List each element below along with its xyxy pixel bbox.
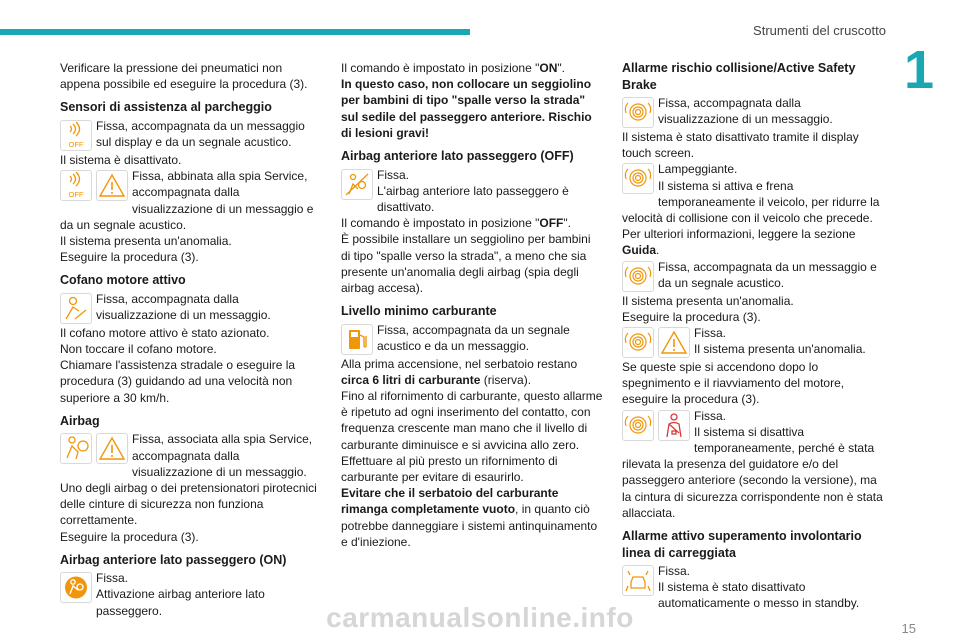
column-2	[341, 60, 603, 550]
active-bonnet-icon	[60, 293, 92, 324]
entry-collision-fault	[622, 259, 884, 325]
entry-text: Il sistema è stato disattivato automaticamente o messo in standby.	[658, 580, 860, 611]
entry-detail: Il sistema presenta un'anomalia.	[622, 293, 794, 308]
entry-text: Fissa.	[694, 408, 727, 423]
entry-detail: È possibile installare un seggiolino per bambini di tipo "spalle verso la strada", a meno che sia presente un'anomalia degli airbag (spia degli airbag accesa).	[341, 232, 591, 295]
entry-text: Il sistema presenta un'anomalia.	[694, 342, 866, 357]
service-warning-icon	[96, 433, 128, 464]
heading-airbag: Airbag	[60, 413, 100, 428]
text-part: (riserva).	[480, 372, 532, 387]
entry-text: Il sistema si attiva e frena temporaneamente il veicolo, per ridurre la velocità di collisione con il veicolo che precede.	[622, 178, 880, 226]
entry-collision-seatbelt	[622, 408, 884, 521]
entry-detail	[341, 485, 603, 550]
heading-collision: Allarme rischio collisione/Active Safety Brake	[622, 61, 856, 92]
entry-text: Fissa, associata alla spia Service, accompagnata dalla visualizzazione di un messaggio.	[132, 432, 313, 479]
text-part: Per ulteriori informazioni, leggere la sezione	[622, 227, 856, 242]
entry-detail: Se queste spie si accendono dopo lo spegnimento e il riavviamento del motore, eseguire la procedura (3).	[622, 360, 845, 407]
text-part: ".	[563, 216, 571, 231]
parking-sensor-off-icon	[60, 120, 92, 151]
text-part: ".	[557, 61, 565, 75]
heading-fuel: Livello minimo carburante	[341, 304, 497, 319]
entry-detail: Il sistema presenta un'anomalia.	[60, 233, 232, 248]
entry-text: Fissa.	[658, 564, 691, 579]
entry-detail: Uno degli airbag o dei pretensionatori pirotecnici delle cinture di sicurezza non funziona correttamente.	[60, 480, 317, 528]
heading-active-bonnet: Cofano motore attivo	[60, 273, 186, 288]
header-accent-bar	[0, 29, 470, 35]
column-3	[622, 60, 884, 612]
heading-airbag-off: Airbag anteriore lato passeggero (OFF)	[341, 149, 574, 164]
entry-collision-service	[622, 325, 884, 408]
entry-fuel	[341, 322, 603, 550]
entry-text: Fissa.	[377, 167, 410, 182]
text-part: Il comando è impostato in posizione "	[341, 216, 540, 231]
entry-text: Fissa, accompagnata da un messaggio sul display e da un segnale acustico.	[96, 118, 305, 150]
text-bold: Evitare che il serbatoio del carburante rimanga completamente vuoto	[341, 486, 559, 517]
seatbelt-icon	[658, 410, 690, 441]
entry-text: Fissa, accompagnata dalla visualizzazione di un messaggio.	[658, 96, 833, 127]
entry-airbag-off	[341, 167, 603, 297]
entry-detail: Effettuare al più presto un rifornimento di carburante per evitare di esaurirlo.	[341, 453, 558, 485]
entry-text: Fissa, accompagnata dalla visualizzazione di un messaggio.	[96, 291, 271, 323]
page-number: 15	[901, 621, 916, 636]
entry-text: Fissa.	[694, 326, 727, 341]
svg-text:OFF: OFF	[68, 139, 84, 149]
text-bold: ON	[539, 61, 558, 75]
svg-text:OFF: OFF	[68, 190, 84, 200]
entry-detail	[622, 226, 884, 258]
switch-on-paragraph	[341, 60, 603, 76]
entry-collision-off	[622, 95, 884, 161]
collision-warning-icon	[622, 261, 654, 292]
parking-sensor-off-icon	[60, 170, 92, 201]
section-title: Strumenti del cruscotto	[753, 23, 886, 38]
column-1	[60, 60, 322, 619]
warning-paragraph: In questo caso, non collocare un seggiolino per bambini di tipo "spalle verso la strada" sul sedile del passeggero anteriore. Rischio di lesioni gravi!	[341, 77, 592, 140]
watermark: carmanualsonline.info	[326, 602, 634, 633]
collision-warning-icon	[622, 327, 654, 358]
entry-text: Fissa, abbinata alla spia Service, accompagnata dalla visualizzazione di un messaggio e da un segnale acustico.	[60, 169, 314, 232]
chapter-number: 1	[903, 40, 935, 100]
lane-departure-icon	[622, 565, 654, 596]
entry-parking-off	[60, 118, 322, 168]
entry-text: Fissa, accompagnata da un messaggio e da un segnale acustico.	[658, 259, 877, 290]
heading-airbag-on: Airbag anteriore lato passeggero (ON)	[60, 552, 287, 567]
intro-paragraph: Verificare la pressione dei pneumatici non appena possibile ed eseguire la procedura (3).	[60, 61, 308, 92]
passenger-airbag-off-icon	[341, 169, 373, 200]
entry-detail: Alla prima accensione, nel serbatoio restano	[341, 356, 578, 371]
text-bold: Guida	[622, 243, 657, 258]
text-part: Il comando è impostato in posizione "	[341, 61, 540, 75]
collision-warning-icon	[622, 163, 654, 194]
heading-parking-sensors: Sensori di assistenza al parcheggio	[60, 100, 272, 115]
entry-detail: Il sistema è disattivato.	[60, 152, 182, 167]
heading-lane-departure: Allarme attivo superamento involontario linea di carreggiata	[622, 529, 862, 560]
collision-warning-icon	[622, 97, 654, 128]
entry-parking-fault	[60, 168, 322, 265]
entry-detail: Eseguire la procedura (3).	[60, 529, 199, 544]
entry-detail: Eseguire la procedura (3).	[60, 250, 199, 265]
entry-active-bonnet	[60, 291, 322, 406]
entry-text: Fissa.	[96, 571, 129, 586]
entry-detail: Eseguire la procedura (3).	[622, 309, 761, 324]
airbag-icon	[60, 433, 92, 464]
entry-text: L'airbag anteriore lato passeggero è disattivato.	[377, 183, 569, 214]
text-part: .	[656, 243, 660, 258]
service-warning-icon	[658, 327, 690, 358]
entry-collision-flashing	[622, 161, 884, 258]
text-bold: OFF	[539, 216, 564, 231]
entry-detail: Il sistema è stato disattivato tramite il display touch screen.	[622, 130, 859, 161]
text-part: , in quanto ciò potrebbe danneggiare i sistemi antinquinamento e d'iniezione.	[341, 502, 598, 549]
entry-airbag	[60, 431, 322, 544]
passenger-airbag-on-icon	[60, 572, 92, 603]
entry-detail: Non toccare il cofano motore.	[60, 342, 217, 357]
entry-detail: Chiamare l'assistenza stradale o eseguire la procedura (3) guidando ad una velocità non superiore a 30 km/h.	[60, 358, 296, 405]
fuel-pump-icon	[341, 324, 373, 355]
entry-detail: Il cofano motore attivo è stato azionato.	[60, 325, 270, 340]
text-bold: circa 6 litri di carburante	[341, 372, 481, 387]
entry-text: Fissa, accompagnata da un segnale acustico e da un messaggio.	[377, 322, 570, 353]
entry-text: Il sistema si disattiva temporaneamente, perché è stata rilevata la presenza del guidatore e/o del passeggero anteriore (secondo la versione), ma la cintura di sicurezza corrispondente non è stata allacciata.	[622, 424, 883, 520]
service-warning-icon	[96, 170, 128, 201]
entry-detail	[341, 372, 603, 388]
collision-warning-icon	[622, 410, 654, 441]
entry-detail	[341, 215, 603, 231]
entry-detail: Fino al rifornimento di carburante, questo allarme è ripetuto ad ogni inserimento del contatto, con frequenza crescente man mano che il livello di carburante diminuisce e si avvicina allo zero.	[341, 389, 603, 452]
entry-text: Lampeggiante.	[658, 162, 738, 177]
entry-text: Attivazione airbag anteriore lato passeggero.	[96, 587, 265, 618]
